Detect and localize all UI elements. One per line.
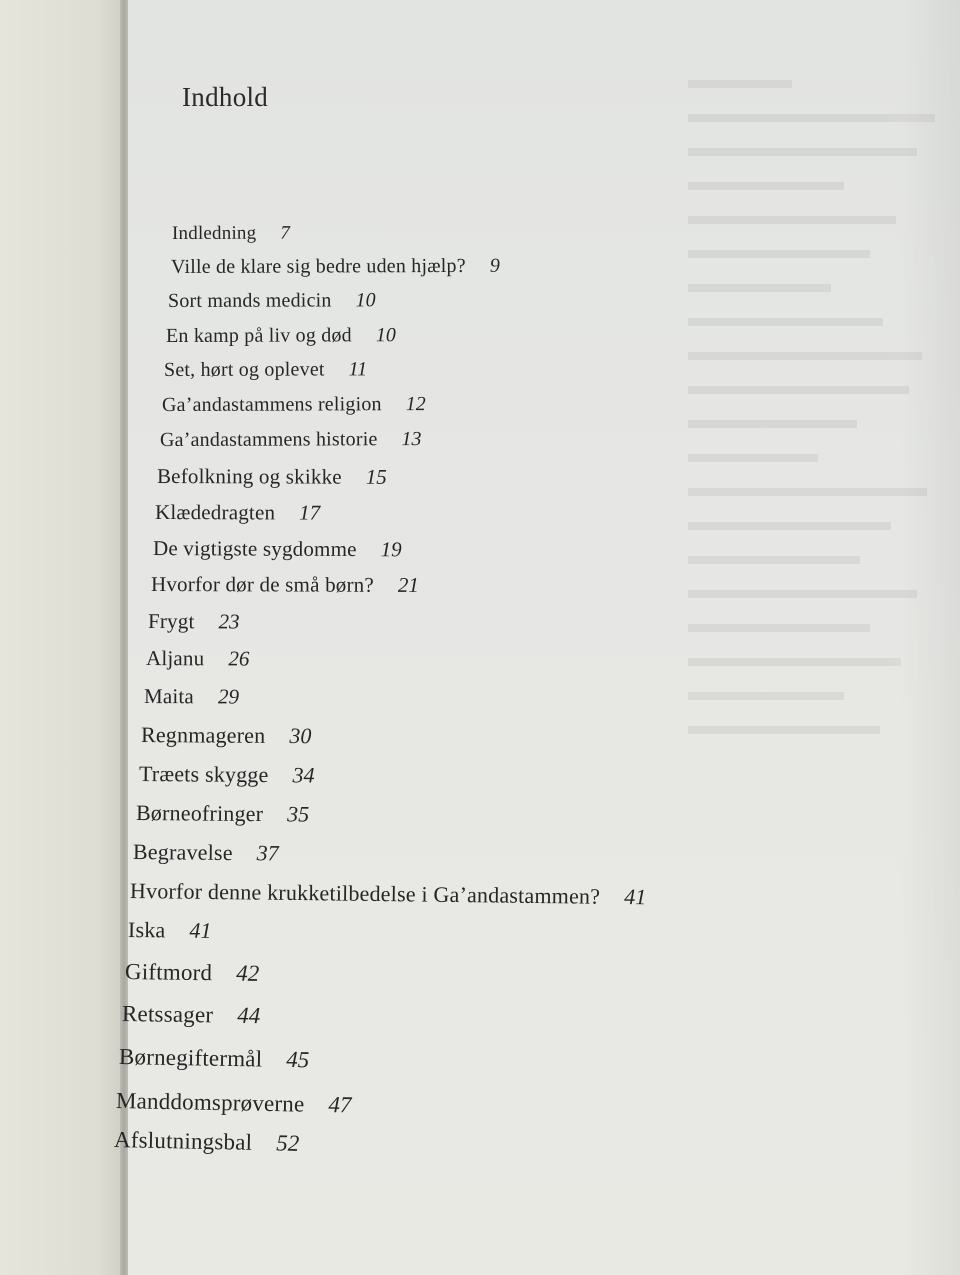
toc-entry-page-number: 10	[375, 324, 396, 347]
toc-entry	[133, 839, 279, 867]
toc-entry-page-number: 52	[275, 1130, 300, 1156]
toc-entry	[155, 500, 320, 526]
toc-entry-page-number: 10	[355, 289, 376, 312]
toc-entry-page-number: 26	[228, 646, 250, 671]
toc-entry-page-number: 7	[280, 222, 290, 244]
toc-entry-page-number: 9	[489, 254, 500, 277]
toc-entry-page-number: 11	[348, 358, 368, 381]
toc-entry	[116, 1088, 352, 1119]
toc-entry-page-number: 29	[217, 684, 240, 709]
toc-entry	[122, 1001, 261, 1029]
toc-entry-title: Hvorfor dør de små børn?	[150, 572, 374, 597]
toc-entry-page-number: 21	[397, 572, 419, 597]
toc-entry-page-number: 15	[365, 464, 387, 489]
toc-entry	[168, 289, 376, 313]
toc-entry	[162, 393, 426, 417]
toc-entry-title: Manddomsprøverne	[115, 1088, 305, 1117]
toc-entry-page-number: 13	[401, 428, 422, 451]
toc-entry	[141, 722, 312, 749]
toc-entry-title: Iska	[127, 917, 166, 943]
toc-entry-title: Maita	[143, 684, 195, 709]
toc-entry-title: Hvorfor denne krukketilbedelse i Ga’andastammen?	[129, 878, 601, 909]
toc-entry-page-number: 47	[328, 1092, 352, 1118]
toc-entry	[164, 358, 367, 382]
toc-entry-page-number: 41	[624, 884, 647, 910]
toc-entry-title: Sort mands medicin	[167, 289, 332, 312]
toc-entry	[153, 536, 402, 562]
toc-entry	[139, 761, 315, 789]
toc-entry	[119, 1044, 310, 1073]
toc-entry-page-number: 44	[237, 1002, 261, 1029]
toc-entry-title: Frygt	[147, 609, 195, 634]
toc-entry-title: Afslutningsbal	[113, 1127, 253, 1155]
toc-entry-page-number: 41	[189, 917, 212, 943]
toc-entry	[171, 255, 500, 279]
toc-entry-page-number: 17	[299, 500, 321, 525]
toc-entry-page-number: 30	[289, 723, 312, 749]
toc-entry-title: Giftmord	[124, 959, 213, 986]
toc-entry-title: Regnmageren	[140, 722, 266, 748]
toc-entry-title: Befolkning og skikke	[156, 464, 342, 489]
toc-entry-page-number: 35	[287, 801, 310, 827]
toc-entry-title: Indledning	[171, 222, 257, 244]
toc-entry	[144, 684, 239, 709]
toc-entry	[148, 609, 240, 634]
toc-entry	[146, 646, 249, 672]
toc-entry-page-number: 42	[236, 960, 260, 986]
toc-entry-title: Børneofringer	[135, 800, 264, 827]
toc-entry-title: De vigtigste sygdomme	[152, 536, 357, 562]
toc-entry	[151, 572, 419, 598]
toc-entry-title: Ville de klare sig bedre uden hjælp?	[170, 254, 466, 278]
toc-entry	[136, 800, 309, 828]
toc-entry-title: Set, hørt og oplevet	[163, 358, 325, 381]
toc-entry-page-number: 12	[405, 393, 426, 416]
toc-entry-page-number: 37	[256, 840, 279, 866]
toc-entry-page-number: 23	[218, 609, 240, 634]
toc-entry-page-number: 19	[380, 537, 402, 562]
toc-entry-title: Klædedragten	[154, 500, 276, 525]
toc-entry-page-number: 45	[286, 1046, 310, 1073]
toc-entry-title: Aljanu	[145, 646, 205, 671]
toc-entry	[130, 878, 646, 910]
toc-entry-title: Ga’andastammens religion	[161, 393, 382, 416]
toc-entry-page-number: 34	[292, 762, 315, 788]
toc-entry-title: Træets skygge	[138, 761, 269, 788]
toc-entry-title: Ga’andastammens historie	[159, 428, 378, 451]
toc-entry-title: Børnegiftermål	[118, 1044, 263, 1072]
contents-heading: Indhold	[182, 82, 269, 112]
toc-entry	[125, 959, 260, 987]
toc-entry	[114, 1127, 300, 1157]
toc-entry-title: Begravelse	[132, 839, 233, 866]
toc-entry	[172, 223, 290, 245]
toc-entry	[128, 917, 212, 944]
toc-entry-title: En kamp på liv og død	[165, 324, 352, 347]
toc-entry	[166, 324, 396, 348]
toc-entry-title: Retssager	[121, 1001, 214, 1028]
toc-entry	[157, 464, 387, 490]
toc-entry	[160, 428, 422, 452]
